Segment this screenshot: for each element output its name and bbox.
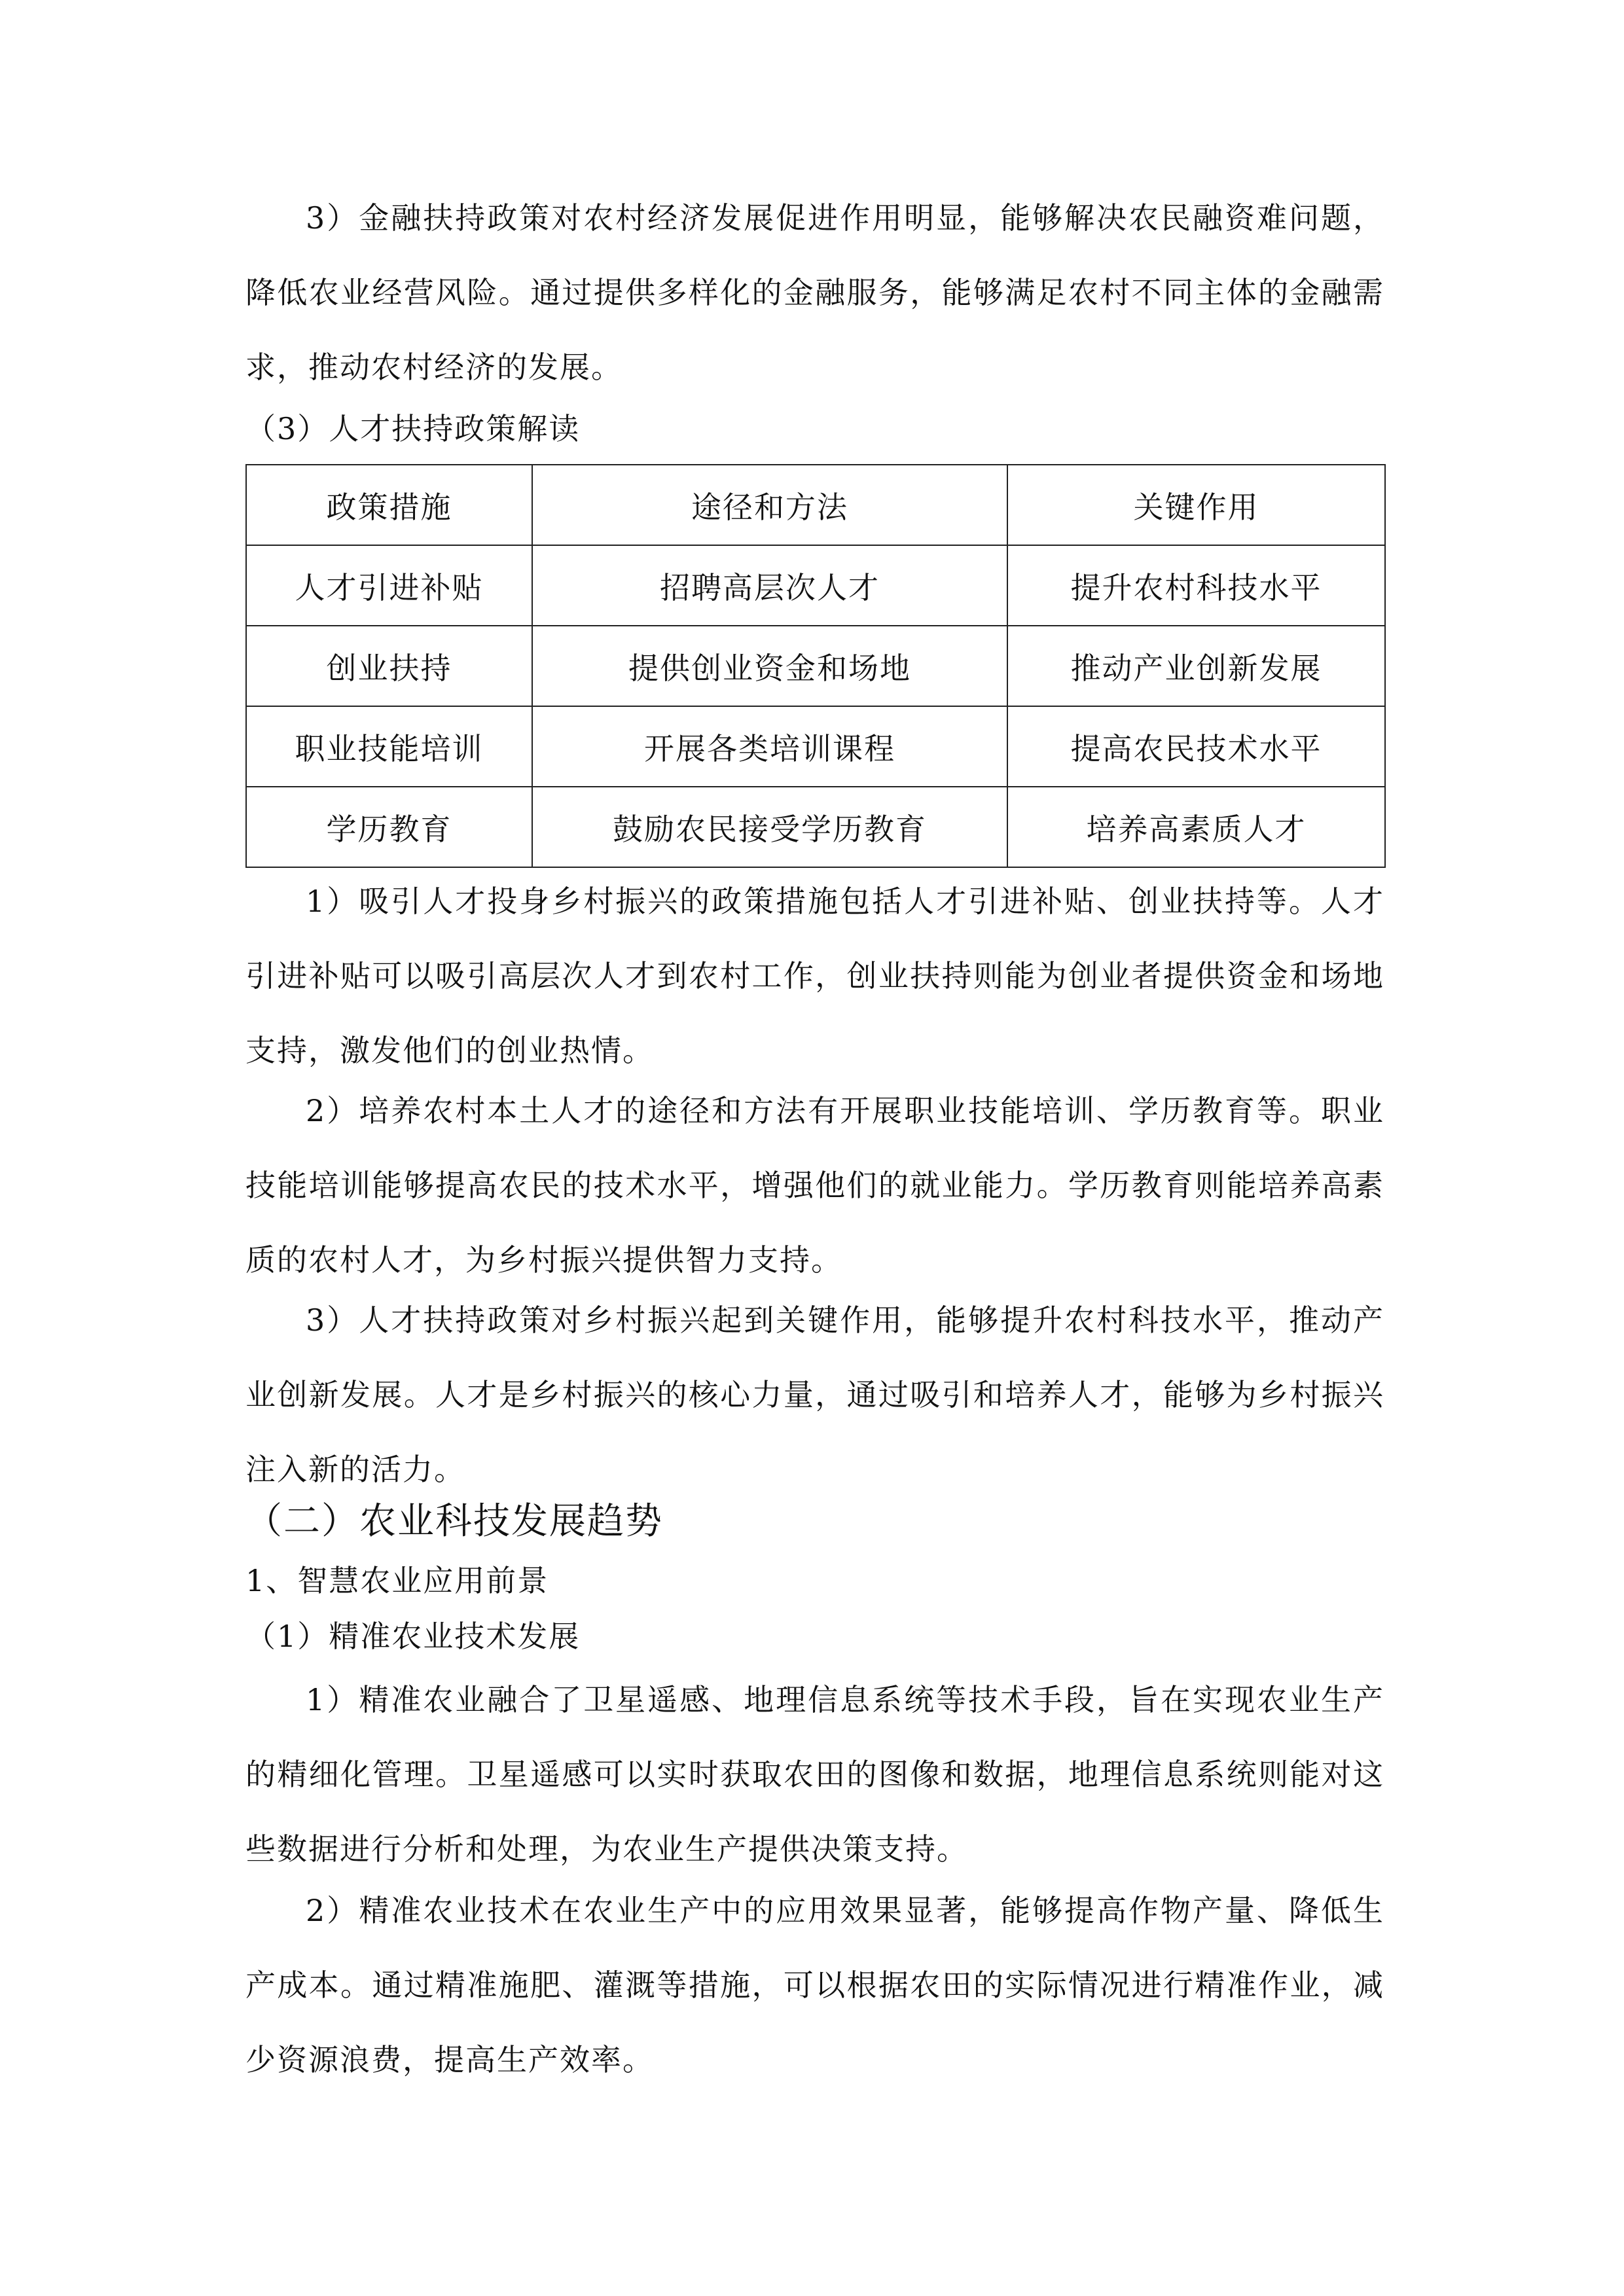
paragraph-finance-3: 3）金融扶持政策对农村经济发展促进作用明显，能够解决农民融资难问题，降低农业经营风险。通过提供多样化的金融服务，能够满足农村不同主体的金融需求，推动农村经济的发展。 [245,200,1384,385]
table-cell: 鼓励农民接受学历教育 [532,787,1007,867]
subheading-smart-agriculture: 1、智慧农业应用前景 [245,1563,549,1598]
heading-talent-policy: （3）人才扶持政策解读 [245,411,581,446]
table-header-cell: 关键作用 [1007,465,1385,545]
table-cell: 提供创业资金和场地 [532,626,1007,706]
table-cell: 提高农民技术水平 [1007,706,1385,787]
table-cell: 创业扶持 [246,626,532,706]
section-heading-agri-tech: （二）农业科技发展趋势 [245,1500,663,1543]
table-row [246,706,1385,787]
table-cell: 推动产业创新发展 [1007,626,1385,706]
table-cell: 招聘高层次人才 [532,545,1007,626]
paragraph-precision-1: 1）精准农业融合了卫星遥感、地理信息系统等技术手段，旨在实现农业生产的精细化管理。卫星遥感可以实时获取农田的图像和数据，地理信息系统则能对这些数据进行分析和处理，为农业生产提供决策支持。 [245,1682,1384,1867]
paragraph-talent-2: 2）培养农村本土人才的途径和方法有开展职业技能培训、学历教育等。职业技能培训能够提高农民的技术水平，增强他们的就业能力。学历教育则能培养高素质的农村人才，为乡村振兴提供智力支持。 [245,1093,1384,1278]
table-row [246,545,1385,626]
paragraph-precision-2: 2）精准农业技术在农业生产中的应用效果显著，能够提高作物产量、降低生产成本。通过精准施肥、灌溉等措施，可以根据农田的实际情况进行精准作业，减少资源浪费，提高生产效率。 [245,1893,1384,2077]
table-cell: 职业技能培训 [246,706,532,787]
table-row [246,787,1385,867]
subheading-precision-agriculture: （1）精准农业技术发展 [245,1619,581,1654]
table-row [246,626,1385,706]
table-cell: 提升农村科技水平 [1007,545,1385,626]
table-cell: 开展各类培训课程 [532,706,1007,787]
table-header-row [246,465,1385,545]
paragraph-talent-1: 1）吸引人才投身乡村振兴的政策措施包括人才引进补贴、创业扶持等。人才引进补贴可以吸引高层次人才到农村工作，创业扶持则能为创业者提供资金和场地支持，激发他们的创业热情。 [245,884,1384,1068]
table-header-cell: 途径和方法 [532,465,1007,545]
paragraph-talent-3: 3）人才扶持政策对乡村振兴起到关键作用，能够提升农村科技水平，推动产业创新发展。人才是乡村振兴的核心力量，通过吸引和培养人才，能够为乡村振兴注入新的活力。 [245,1302,1384,1487]
talent-policy-table [245,464,1386,868]
table-cell: 学历教育 [246,787,532,867]
table-header-cell: 政策措施 [246,465,532,545]
table-cell: 培养高素质人才 [1007,787,1385,867]
table-cell: 人才引进补贴 [246,545,532,626]
